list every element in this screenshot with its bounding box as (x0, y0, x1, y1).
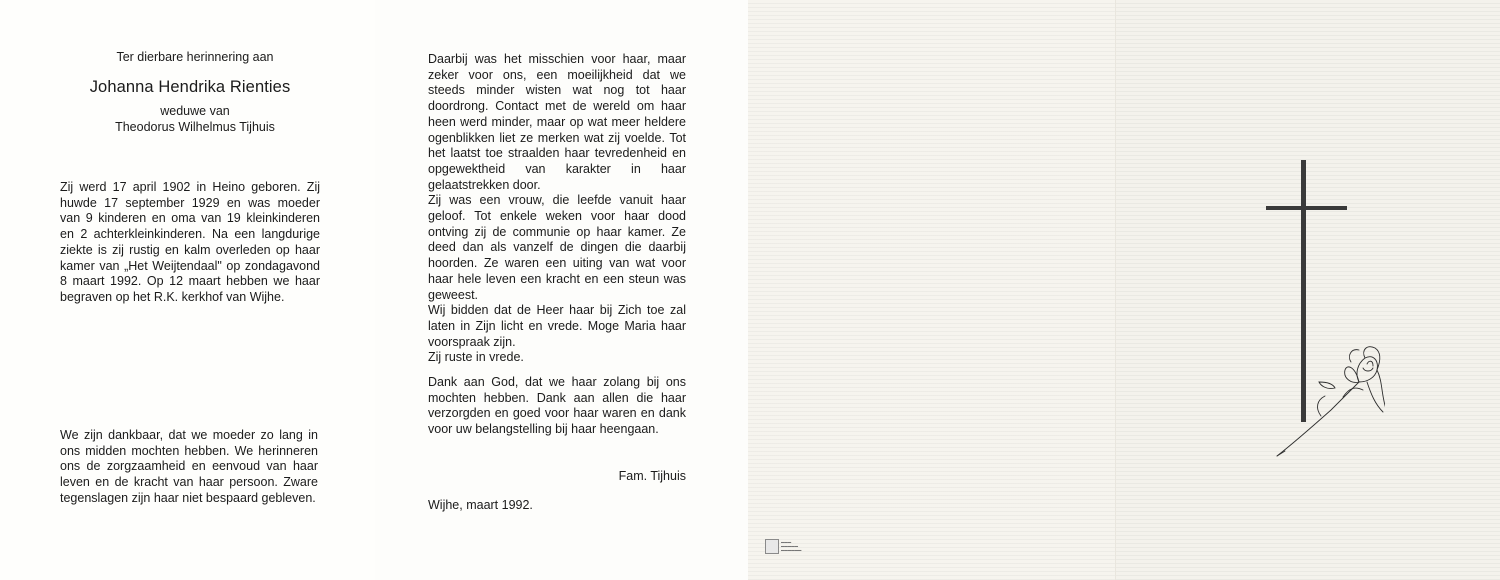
cross-upright (1301, 160, 1306, 422)
widow-label: weduwe van (160, 104, 230, 118)
card-page-back (748, 0, 1115, 580)
archive-stamp-mark: ▬▬▬ ▬▬▬▬▬ ▬▬▬▬▬▬ (781, 540, 802, 552)
archive-stamp (765, 539, 825, 553)
place-date: Wijhe, maart 1992. (428, 498, 533, 512)
intro-line: Ter dierbare herinnering aan (116, 50, 274, 64)
thanks-paragraph: Dank aan God, dat we haar zolang bij ons mochten hebben. Dank aan allen die haar verzorgden en goed voor haar waren en dank voor uw belangstelling bij haar heengaan. (428, 375, 686, 437)
gratitude-paragraph: We zijn dankbaar, dat we moeder zo lang in ons midden mochten hebben. We herinneren ons de zorgzaamheid en eenvoud van haar leven en de kracht van haar persoon. Zware tegenslagen zijn haar niet bespaard gebleven. (60, 428, 318, 505)
biography-paragraph: Zij werd 17 april 1902 in Heino geboren. Zij huwde 17 september 1929 en was moeder van 9 kinderen en oma van 19 kleinkinderen en 2 achterkleinkinderen. Na een langdurige ziekte is zij rustig en kalm overleden op haar kamer van „Het Weijtendaal" op zondagavond 8 maart 1992. Op 12 maart hebben we haar begraven op het R.K. kerkhof van Wijhe. (60, 180, 320, 304)
remembrance-paragraph: Daarbij was het misschien voor haar, maar zeker voor ons, een moeilijkheid dat we steeds minder wisten wat nog tot haar doordrong. Contact met de wereld om haar heen werd minder, maar op wat meer heldere ogenblikken liet ze merken wat zij voelde. Tot het laatst toe straalden haar tevredenheid en opgewektheid van karakter in haar gelaatstrekken door. Zij was een vrouw, die leefde vanuit haar geloof. Tot enkele weken voor haar dood ontving zij de communie op haar kamer. Ze deed dan als vanzelf de dingen die daarbij hoorden. Ze waren een uiting van wat voor haar hele leven een kracht en een steun was geweest. Wij bidden dat de Heer haar bij Zich toe zal laten in Zijn licht en vrede. Moge Maria haar voorspraak zijn. Zij ruste in vrede. (428, 52, 686, 365)
cross-with-rose-icon (1255, 150, 1385, 465)
rose-icon (1277, 347, 1385, 456)
archive-logo-icon (765, 539, 779, 554)
husband-name: Theodorus Wilhelmus Tijhuis (115, 120, 275, 134)
family-signature: Fam. Tijhuis (618, 469, 686, 483)
cross-beam (1266, 206, 1347, 210)
deceased-name: Johanna Hendrika Rienties (89, 78, 291, 96)
